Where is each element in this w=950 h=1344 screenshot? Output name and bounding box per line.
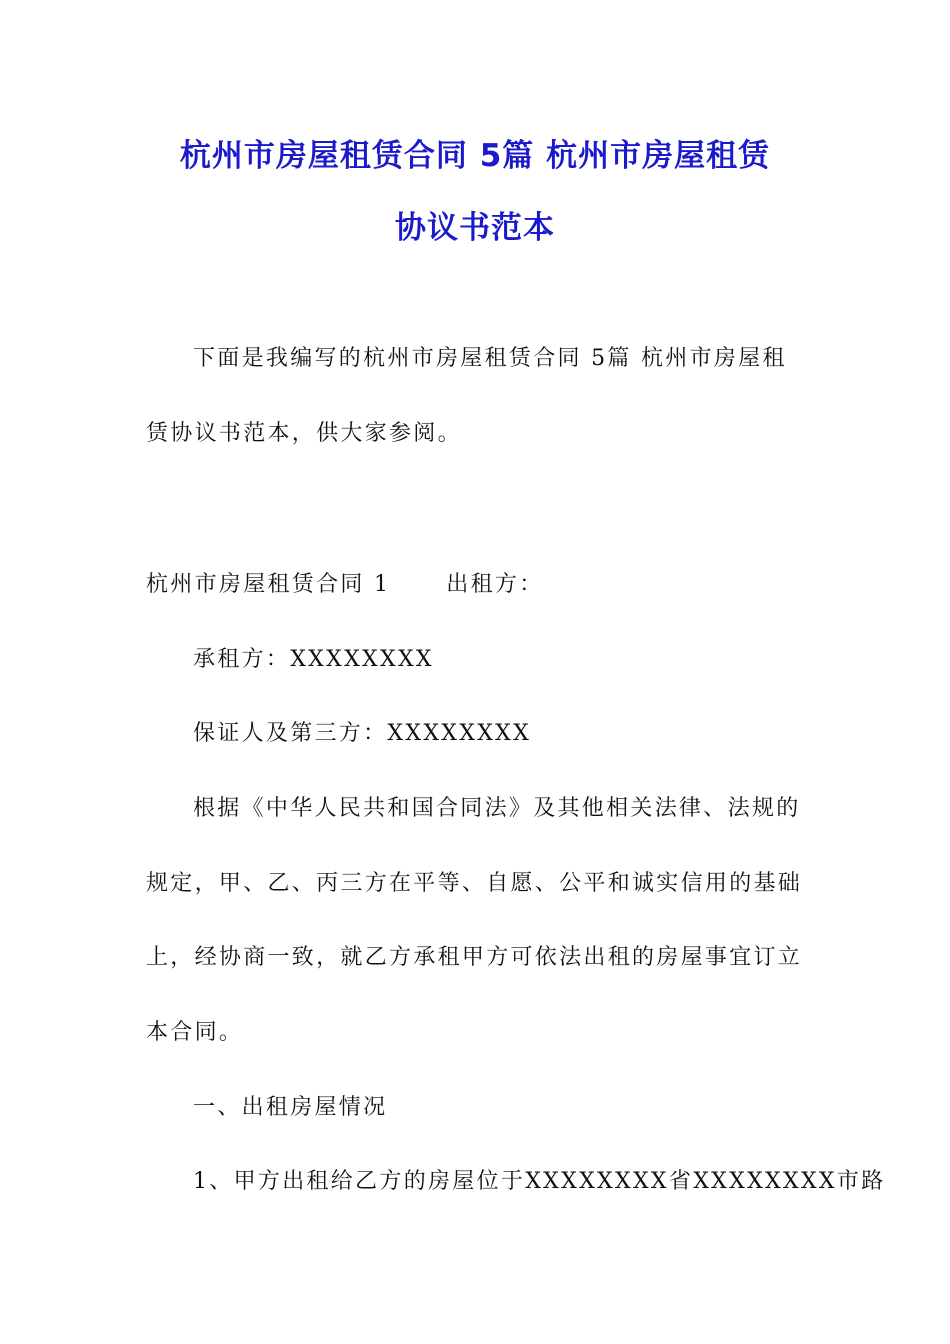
intro-line-2: 赁协议书范本，供大家参阅。 (146, 421, 462, 446)
section-1-heading: 一、出租房屋情况 (193, 1095, 388, 1120)
intro-line-1: 下面是我编写的杭州市房屋租赁合同 5篇 杭州市房屋租 (193, 346, 787, 371)
contract-heading: 杭州市房屋租赁合同 1 (146, 572, 391, 597)
item-1-line-1: 1、甲方出租给乙方的房屋位于XXXXXXXX省XXXXXXXX市路 (193, 1169, 886, 1194)
guarantor-line: 保证人及第三方：XXXXXXXX (193, 721, 532, 746)
document-title-line-2: 协议书范本 (395, 210, 555, 246)
lessor-label: 出租方： (446, 572, 544, 597)
lessee-line: 承租方：XXXXXXXX (193, 647, 434, 672)
paragraph-1-line-2: 规定，甲、乙、丙三方在平等、自愿、公平和诚实信用的基础 (146, 871, 803, 896)
paragraph-1-line-1: 根据《中华人民共和国合同法》及其他相关法律、法规的 (193, 796, 801, 821)
contract-heading-row (146, 570, 544, 600)
paragraph-1-line-4: 本合同。 (146, 1020, 244, 1045)
document-title-line-1: 杭州市房屋租赁合同 5篇 杭州市房屋租赁 (179, 138, 771, 174)
paragraph-1-line-3: 上，经协商一致，就乙方承租甲方可依法出租的房屋事宜订立 (146, 945, 803, 970)
